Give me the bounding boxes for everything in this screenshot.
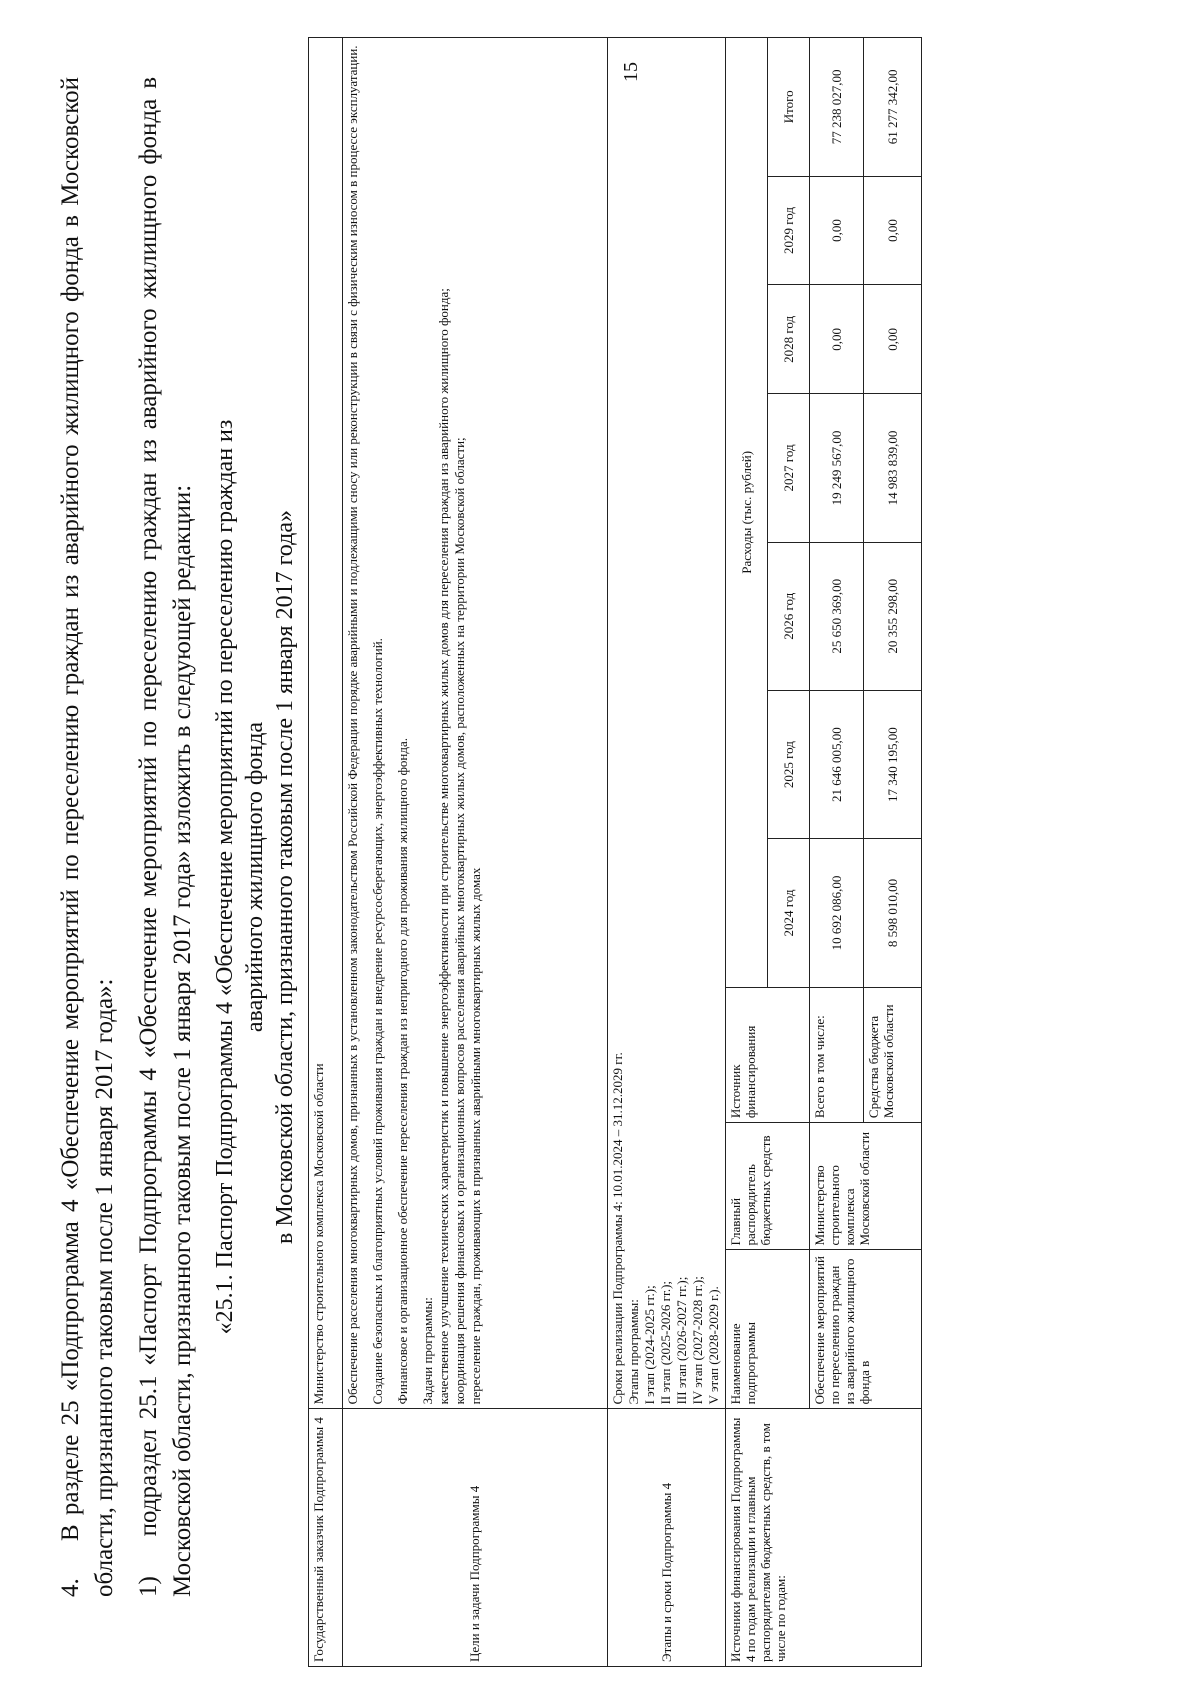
paragraph-section-25: 4. В разделе 25 «Подпрограмма 4 «Обеспечение мероприятий по переселению граждан из аварийного жилищного фонда в Московской области, признанного таковым после 1 января 2017 года»: (57, 77, 118, 1597)
source-regional-budget: Средства бюджета Московской области (864, 987, 922, 1122)
col-expenses-header: Расходы (тыс. рублей) (726, 38, 768, 988)
rotated-content (20, 37, 1180, 1677)
value-cell: 20 355 298,00 (864, 542, 922, 690)
task-3: переселение граждан, проживающих в признанных аварийными многоквартирных жилых домах (468, 867, 483, 1405)
source-total: Всего в том числе: (810, 987, 864, 1122)
stages-row (608, 38, 726, 1667)
stages-value (608, 38, 726, 1409)
year-header: 2027 год (768, 394, 810, 542)
value-cell: 0,00 (864, 285, 922, 394)
goal-2: Создание безопасных и благоприятных условий проживания граждан и внедрение ресурсосберегающих, энергоэффективных технологий. (370, 638, 385, 1405)
total-header: Итого (768, 38, 810, 177)
task-2: координация решения финансовых и организационных вопросов расселения аварийных многоквартирных жилых домов, расположенных на территории Московской области; (452, 437, 467, 1405)
task-1: качественное улучшение технических характеристик и повышение энергоэффективности при строительстве многоквартирных жилых домов для переселения граждан из аварийного жилищного фонда; (436, 288, 451, 1405)
value-cell: 21 646 005,00 (810, 690, 864, 838)
goal-1: Обеспечение расселения многоквартирных домов, признанных в установленном законодательством Российской Федерации порядке аварийными и подлежащими сносу или реконструкции в связи с физическим износом в процессе эксплуатации. (345, 45, 360, 1405)
value-cell: 8 598 010,00 (864, 839, 922, 987)
value-cell: 25 650 369,00 (810, 542, 864, 690)
value-cell: 0,00 (864, 176, 922, 285)
tasks-header: Задачи программы: (420, 1297, 435, 1405)
stages-line-7: V этап (2028-2029 г.). (706, 1286, 721, 1405)
section-title-line-1: «25.1. Паспорт Подпрограммы 4 «Обеспечение мероприятий по переселению граждан из аварийного жилищного фонда (212, 419, 268, 1335)
stages-line-5: III этап (2026-2027 гг.); (674, 1276, 689, 1405)
value-cell: 61 277 342,00 (864, 38, 922, 177)
stages-line-3: I этап (2024-2025 гг.); (642, 1285, 657, 1405)
paragraph-subsection-25-1: 1) подраздел 25.1 «Паспорт Подпрограммы 4 «Обеспечение мероприятий по переселению граждан из аварийного жилищного фонда в Московской области, признанного таковым после 1 января 2017 года» изложить в следующей редакции: (135, 77, 196, 1597)
page-number: 15 (620, 62, 642, 82)
financing-header-row (726, 38, 768, 1667)
financing-label: Источники финансирования Подпрограммы 4 по годам реализации и главным распорядителям бюджетных средств, в том числе по годам: (726, 1409, 922, 1667)
year-header: 2028 год (768, 285, 810, 394)
goals-value (343, 38, 608, 1409)
year-header: 2025 год (768, 690, 810, 838)
year-header: 2024 год (768, 839, 810, 987)
value-cell: 0,00 (810, 285, 864, 394)
section-title-line-2: в Московской области, признанного таковым после 1 января 2017 года» (272, 510, 298, 1244)
col-source-header: Источник финансирования (726, 987, 810, 1122)
customer-row (309, 38, 343, 1667)
customer-value: Министерство строительного комплекса Московской области (309, 38, 343, 1409)
value-cell: 0,00 (810, 176, 864, 285)
budget-manager: Министерство строительного комплекса Московской области (810, 1123, 922, 1250)
value-cell: 10 692 086,00 (810, 839, 864, 987)
goals-row (343, 38, 608, 1667)
subprogram-name: Обеспечение мероприятий по переселению граждан из аварийного жилищного фонда в (810, 1250, 922, 1409)
value-cell: 19 249 567,00 (810, 394, 864, 542)
value-cell: 14 983 839,00 (864, 394, 922, 542)
stages-line-2: Этапы программы: (626, 1299, 641, 1405)
section-title (210, 377, 300, 1377)
stages-line-4: II этап (2025-2026 гг.); (658, 1280, 673, 1405)
col-manager-header: Главный распорядитель бюджетных средств (726, 1123, 810, 1250)
col-name-header: Наименование подпрограммы (726, 1250, 810, 1409)
stages-line-1: Сроки реализации Подпрограммы 4: 10.01.2024 – 31.12.2029 гг. (610, 1052, 625, 1405)
stages-line-6: IV этап (2027-2028 гг.); (690, 1276, 705, 1405)
value-cell: 77 238 027,00 (810, 38, 864, 177)
customer-label: Государственный заказчик Подпрограммы 4 (309, 1409, 343, 1667)
goal-3: Финансовое и организационное обеспечение переселения граждан из непригодного для проживания жилищного фонда. (395, 737, 410, 1405)
stages-label: Этапы и сроки Подпрограммы 4 (608, 1409, 726, 1667)
goals-label: Цели и задачи Подпрограммы 4 (343, 1409, 608, 1667)
value-cell: 17 340 195,00 (864, 690, 922, 838)
year-header: 2026 год (768, 542, 810, 690)
passport-table (308, 37, 922, 1667)
year-header: 2029 год (768, 176, 810, 285)
